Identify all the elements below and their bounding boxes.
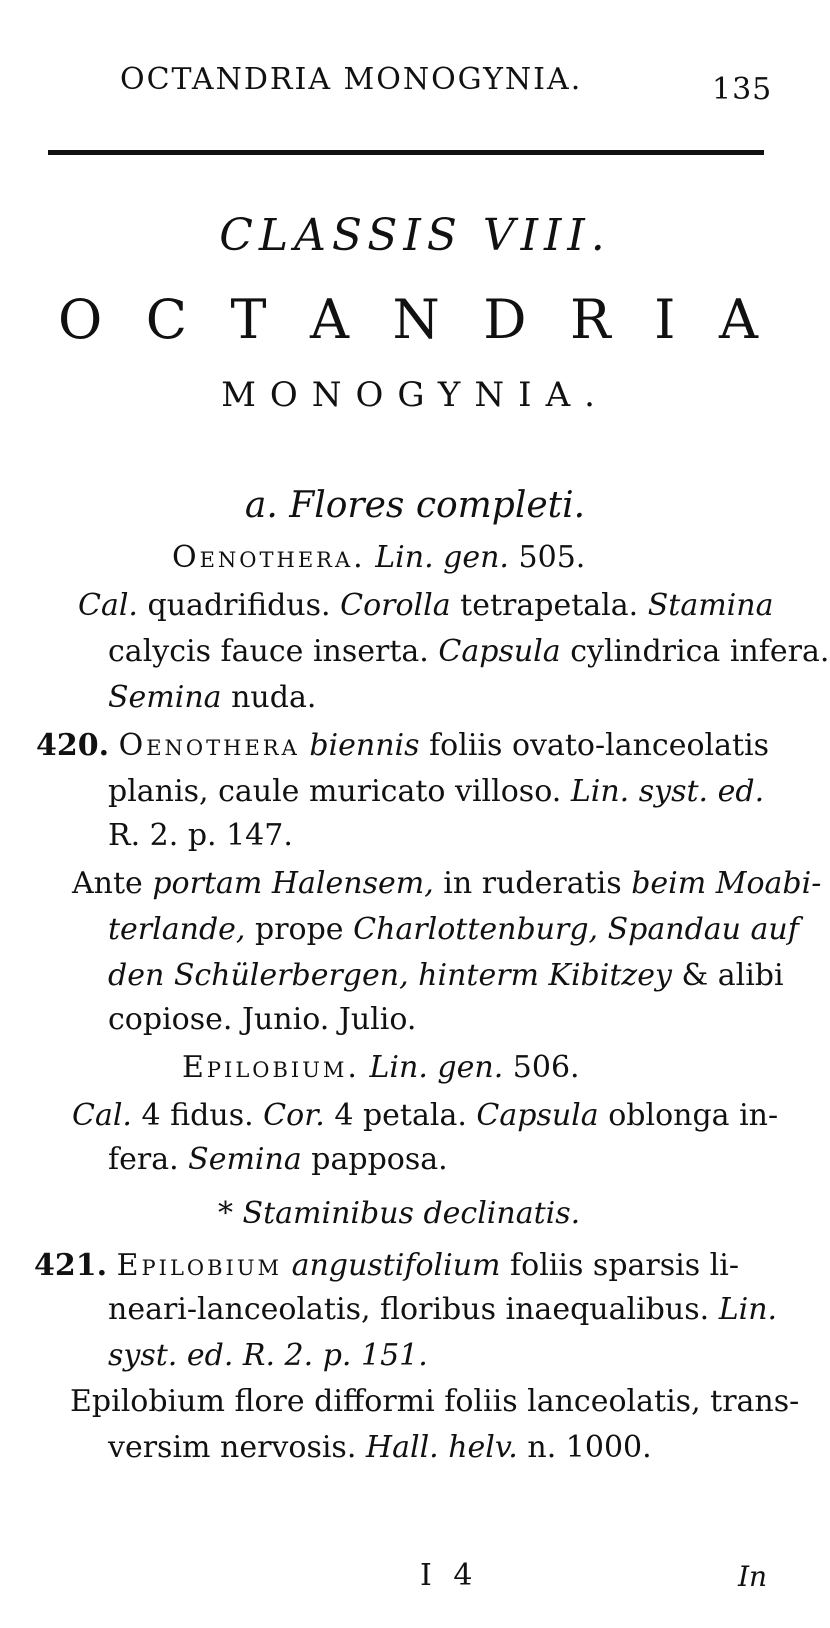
habitat-place: Charlottenburg,: [353, 912, 599, 947]
octandria-letter: A: [310, 288, 350, 351]
octandria-letter: D: [483, 288, 527, 351]
habitat-text: & alibi: [681, 958, 784, 993]
octandria-heading: [58, 288, 758, 351]
habitat-place: terlande,: [108, 912, 246, 947]
genus-character-line: [108, 634, 829, 669]
char-term: Semina: [188, 1142, 302, 1177]
species-genus: Oenothera: [118, 728, 300, 763]
signature-mark: I 4: [420, 1558, 479, 1593]
char-term: Stamina: [647, 588, 774, 623]
genus-oenothera-heading: [172, 540, 585, 575]
habitat-place: hinterm Kibitzey: [418, 958, 672, 993]
habitat-place: portam Halensem,: [152, 866, 434, 901]
synonym-ref: Hall. helv.: [365, 1430, 518, 1465]
char-text: cylindrica infera.: [570, 634, 830, 669]
species-421-line: syst. ed. R. 2. p. 151.: [108, 1338, 428, 1373]
habitat-text: Ante: [72, 866, 143, 901]
species-ref: Lin.: [718, 1292, 778, 1327]
habitat-line: [72, 866, 821, 901]
char-term: Capsula: [476, 1098, 599, 1133]
char-text: fera.: [108, 1142, 179, 1177]
char-text: oblonga in-: [608, 1098, 779, 1133]
species-ref: Lin. syst. ed.: [570, 774, 765, 809]
monogynia-heading: MONOGYNIA.: [221, 375, 609, 415]
octandria-letter: N: [392, 288, 440, 351]
species-421-line: [34, 1248, 739, 1283]
species-number: 420.: [36, 728, 110, 763]
genus-character-line: [108, 680, 316, 715]
octandria-letter: T: [230, 288, 267, 351]
genus-ref: Lin. gen.: [369, 1050, 504, 1085]
octandria-letter: A: [718, 288, 758, 351]
octandria-letter: O: [58, 288, 103, 351]
habitat-place: beim Moabi-: [631, 866, 822, 901]
genus-ref-number: 505.: [518, 540, 586, 575]
species-number: 421.: [34, 1248, 108, 1283]
synonym-line: [108, 1430, 652, 1465]
char-text: 4 fidus.: [141, 1098, 254, 1133]
species-420-line: [36, 728, 769, 763]
synonym-line: Epilobium flore difformi foliis lanceolatis, trans-: [70, 1384, 800, 1419]
char-term: Semina: [108, 680, 222, 715]
species-text: foliis ovato-lanceolatis: [429, 728, 770, 763]
char-text: papposa.: [311, 1142, 448, 1177]
habitat-place: den Schülerbergen,: [108, 958, 409, 993]
species-genus: Epilobium: [116, 1248, 283, 1283]
char-term: Cal.: [72, 1098, 132, 1133]
octandria-letter: I: [654, 288, 676, 351]
running-title: OCTANDRIA MONOGYNIA.: [120, 62, 583, 97]
char-text: nuda.: [231, 680, 317, 715]
char-term: Cor.: [263, 1098, 325, 1133]
genus-name: Epilobium.: [182, 1050, 360, 1085]
char-text: 4 petala.: [334, 1098, 467, 1133]
octandria-letter: R: [570, 288, 611, 351]
char-text: tetrapetala.: [460, 588, 639, 623]
header-rule: [48, 150, 764, 155]
species-text: foliis sparsis li-: [510, 1248, 740, 1283]
habitat-text: prope: [255, 912, 344, 947]
species-text: neari-lanceolatis, floribus inaequalibus.: [108, 1292, 710, 1327]
classis-heading: CLASSIS VIII.: [219, 210, 611, 261]
char-term: Corolla: [340, 588, 451, 623]
genus-ref: Lin. gen.: [375, 540, 509, 575]
genus-epilobium-heading: [182, 1050, 580, 1085]
species-epithet: biennis: [309, 728, 420, 763]
species-text: planis, caule muricato villoso.: [108, 774, 562, 809]
habitat-line: [108, 912, 799, 947]
section-heading: a. Flores completi.: [244, 485, 586, 526]
page-number: 135: [712, 72, 773, 107]
genus-character-line: [78, 588, 773, 623]
species-421-line: [108, 1292, 777, 1327]
catchword: In: [738, 1560, 768, 1593]
habitat-line: [108, 958, 784, 993]
genus-name: Oenothera.: [172, 540, 366, 575]
octandria-letter: C: [145, 288, 188, 351]
species-epithet: angustifolium: [291, 1248, 501, 1283]
genus-character-line: [72, 1098, 778, 1133]
species-420-line: [108, 774, 764, 809]
subsection-heading: * Staminibus declinatis.: [218, 1196, 581, 1231]
species-420-line: R. 2. p. 147.: [108, 818, 293, 853]
char-text: calycis fauce inserta.: [108, 634, 429, 669]
habitat-place: Spandau auf: [607, 912, 799, 947]
char-term: Capsula: [438, 634, 561, 669]
synonym-text: versim nervosis.: [108, 1430, 357, 1465]
char-term: Cal.: [78, 588, 138, 623]
synonym-text: n. 1000.: [527, 1430, 652, 1465]
char-text: quadrifidus.: [147, 588, 331, 623]
habitat-text: in ruderatis: [443, 866, 622, 901]
genus-ref-number: 506.: [512, 1050, 580, 1085]
genus-character-line: [108, 1142, 448, 1177]
habitat-line: copiose. Junio. Julio.: [108, 1002, 417, 1037]
